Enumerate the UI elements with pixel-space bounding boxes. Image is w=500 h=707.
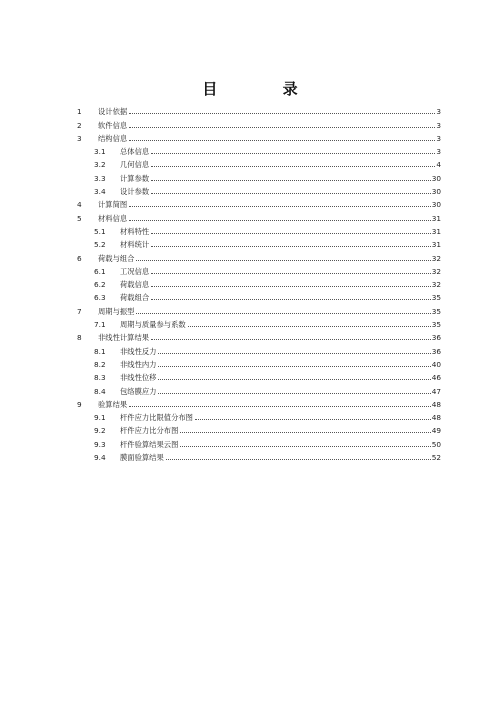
toc-entry[interactable] xyxy=(73,382,441,395)
toc-entry[interactable] xyxy=(73,103,441,116)
toc-entry[interactable] xyxy=(73,276,441,289)
toc-dot-leader xyxy=(151,339,431,340)
toc-entry[interactable] xyxy=(73,209,441,222)
toc-entry-title: 材料统计 xyxy=(120,240,150,250)
toc-entry[interactable] xyxy=(73,116,441,129)
toc-entry-page-number: 46 xyxy=(431,373,441,383)
toc-entry-title: 结构信息 xyxy=(98,133,128,143)
toc-entry-title: 设计依据 xyxy=(98,107,128,117)
toc-list xyxy=(73,103,441,462)
toc-dot-leader xyxy=(129,406,431,407)
toc-entry-number: 8.2 xyxy=(94,359,106,369)
toc-entry[interactable] xyxy=(73,130,441,143)
toc-entry-page-number: 36 xyxy=(431,333,441,343)
toc-entry-page-number: 3 xyxy=(436,147,441,157)
toc-entry-page-number: 40 xyxy=(431,359,441,369)
toc-dot-leader xyxy=(151,273,431,274)
toc-entry-title: 荷载信息 xyxy=(120,280,150,290)
toc-entry[interactable] xyxy=(73,316,441,329)
toc-entry[interactable] xyxy=(73,396,441,409)
toc-title: 目 录 xyxy=(202,80,328,98)
toc-entry[interactable] xyxy=(73,263,441,276)
toc-dot-leader xyxy=(129,140,435,141)
toc-dot-leader xyxy=(136,313,430,314)
toc-entry-number: 9.3 xyxy=(94,439,106,449)
toc-entry-page-number: 35 xyxy=(431,306,441,316)
toc-entry-page-number: 32 xyxy=(431,266,441,276)
toc-entry-number: 3.2 xyxy=(94,160,106,170)
toc-entry-page-number: 35 xyxy=(431,320,441,330)
toc-entry-title: 验算结果 xyxy=(98,399,128,409)
toc-entry-title: 杆件应力比分布图 xyxy=(120,426,179,436)
toc-entry[interactable] xyxy=(73,342,441,355)
toc-dot-leader xyxy=(151,286,431,287)
toc-entry-page-number: 31 xyxy=(431,240,441,250)
toc-entry[interactable] xyxy=(73,249,441,262)
toc-entry-title: 软件信息 xyxy=(98,120,128,130)
toc-entry-title: 工况信息 xyxy=(120,266,150,276)
toc-dot-leader xyxy=(136,260,430,261)
toc-dot-leader xyxy=(129,127,435,128)
toc-dot-leader xyxy=(188,326,431,327)
toc-entry-page-number: 48 xyxy=(431,413,441,423)
toc-dot-leader xyxy=(151,246,431,247)
toc-dot-leader xyxy=(158,379,430,380)
toc-entry-number: 9.4 xyxy=(94,453,106,463)
toc-entry[interactable] xyxy=(73,196,441,209)
toc-entry-title: 设计参数 xyxy=(120,187,150,197)
toc-entry-number: 8 xyxy=(77,333,82,343)
toc-entry-title: 总体信息 xyxy=(120,147,150,157)
toc-entry-number: 4 xyxy=(77,200,82,210)
toc-entry-page-number: 3 xyxy=(436,107,441,117)
toc-entry[interactable] xyxy=(73,156,441,169)
toc-dot-leader xyxy=(195,419,431,420)
toc-entry-title: 杆件应力比限值分布图 xyxy=(120,413,193,423)
toc-dot-leader xyxy=(129,206,431,207)
toc-entry-page-number: 47 xyxy=(431,386,441,396)
toc-entry-title: 非线性位移 xyxy=(120,373,157,383)
toc-entry-page-number: 32 xyxy=(431,280,441,290)
toc-entry-number: 9.2 xyxy=(94,426,106,436)
toc-entry-number: 9 xyxy=(77,399,82,409)
toc-entry-page-number: 30 xyxy=(431,200,441,210)
toc-entry[interactable] xyxy=(73,329,441,342)
toc-entry[interactable] xyxy=(73,369,441,382)
toc-dot-leader xyxy=(151,166,435,167)
toc-entry-title: 非线性内力 xyxy=(120,359,157,369)
toc-dot-leader xyxy=(158,393,430,394)
toc-entry-title: 膜面验算结果 xyxy=(120,453,164,463)
toc-entry[interactable] xyxy=(73,223,441,236)
toc-entry-number: 1 xyxy=(77,107,82,117)
toc-entry-page-number: 48 xyxy=(431,399,441,409)
toc-entry-title: 荷载组合 xyxy=(120,293,150,303)
toc-dot-leader xyxy=(180,432,430,433)
toc-entry[interactable] xyxy=(73,289,441,302)
toc-entry-title: 计算参数 xyxy=(120,173,150,183)
toc-entry-title: 包络膜应力 xyxy=(120,386,157,396)
toc-entry-number: 8.1 xyxy=(94,346,106,356)
toc-entry-number: 8.3 xyxy=(94,373,106,383)
toc-entry-number: 3.3 xyxy=(94,173,106,183)
toc-dot-leader xyxy=(151,233,431,234)
toc-dot-leader xyxy=(151,180,431,181)
toc-entry[interactable] xyxy=(73,169,441,182)
toc-entry-number: 6 xyxy=(77,253,82,263)
toc-entry-number: 3.4 xyxy=(94,187,106,197)
toc-dot-leader xyxy=(158,366,430,367)
toc-entry[interactable] xyxy=(73,183,441,196)
toc-entry-title: 非线性反力 xyxy=(120,346,157,356)
toc-entry-page-number: 31 xyxy=(431,213,441,223)
toc-dot-leader xyxy=(180,446,430,447)
toc-dot-leader xyxy=(151,153,435,154)
toc-entry-page-number: 35 xyxy=(431,293,441,303)
toc-entry-page-number: 32 xyxy=(431,253,441,263)
toc-entry[interactable] xyxy=(73,356,441,369)
toc-entry-page-number: 52 xyxy=(431,453,441,463)
toc-entry-number: 8.4 xyxy=(94,386,106,396)
toc-entry-page-number: 3 xyxy=(436,120,441,130)
toc-dot-leader xyxy=(129,220,431,221)
toc-entry[interactable] xyxy=(73,409,441,422)
toc-entry-number: 5 xyxy=(77,213,82,223)
toc-entry-title: 计算简图 xyxy=(98,200,128,210)
toc-entry-title: 非线性计算结果 xyxy=(98,333,150,343)
toc-entry-number: 5.1 xyxy=(94,226,106,236)
toc-entry-number: 7 xyxy=(77,306,82,316)
toc-entry-title: 几何信息 xyxy=(120,160,150,170)
toc-entry-page-number: 50 xyxy=(431,439,441,449)
toc-entry-title: 荷载与组合 xyxy=(98,253,135,263)
toc-dot-leader xyxy=(129,113,435,114)
toc-entry-number: 7.1 xyxy=(94,320,106,330)
toc-entry-title: 周期与振型 xyxy=(98,306,135,316)
toc-entry-page-number: 49 xyxy=(431,426,441,436)
toc-entry[interactable] xyxy=(73,302,441,315)
toc-entry-page-number: 30 xyxy=(431,187,441,197)
toc-entry-page-number: 30 xyxy=(431,173,441,183)
toc-entry[interactable] xyxy=(73,449,441,462)
toc-entry[interactable] xyxy=(73,236,441,249)
toc-dot-leader xyxy=(158,353,430,354)
toc-entry-title: 周期与质量参与系数 xyxy=(120,320,186,330)
toc-entry-page-number: 3 xyxy=(436,133,441,143)
toc-entry-number: 9.1 xyxy=(94,413,106,423)
toc-entry[interactable] xyxy=(73,422,441,435)
toc-entry-page-number: 4 xyxy=(436,160,441,170)
toc-entry-number: 2 xyxy=(77,120,82,130)
toc-entry-number: 3.1 xyxy=(94,147,106,157)
toc-entry-title: 材料信息 xyxy=(98,213,128,223)
toc-entry[interactable] xyxy=(73,143,441,156)
toc-entry[interactable] xyxy=(73,435,441,448)
toc-dot-leader xyxy=(166,459,431,460)
toc-entry-title: 材料特性 xyxy=(120,226,150,236)
toc-entry-page-number: 31 xyxy=(431,226,441,236)
toc-entry-page-number: 36 xyxy=(431,346,441,356)
toc-entry-number: 6.2 xyxy=(94,280,106,290)
toc-entry-number: 6.3 xyxy=(94,293,106,303)
toc-entry-number: 6.1 xyxy=(94,266,106,276)
toc-dot-leader xyxy=(151,193,431,194)
toc-entry-title: 杆件验算结果云图 xyxy=(120,439,179,449)
toc-dot-leader xyxy=(151,299,431,300)
toc-entry-number: 5.2 xyxy=(94,240,106,250)
toc-entry-number: 3 xyxy=(77,133,82,143)
